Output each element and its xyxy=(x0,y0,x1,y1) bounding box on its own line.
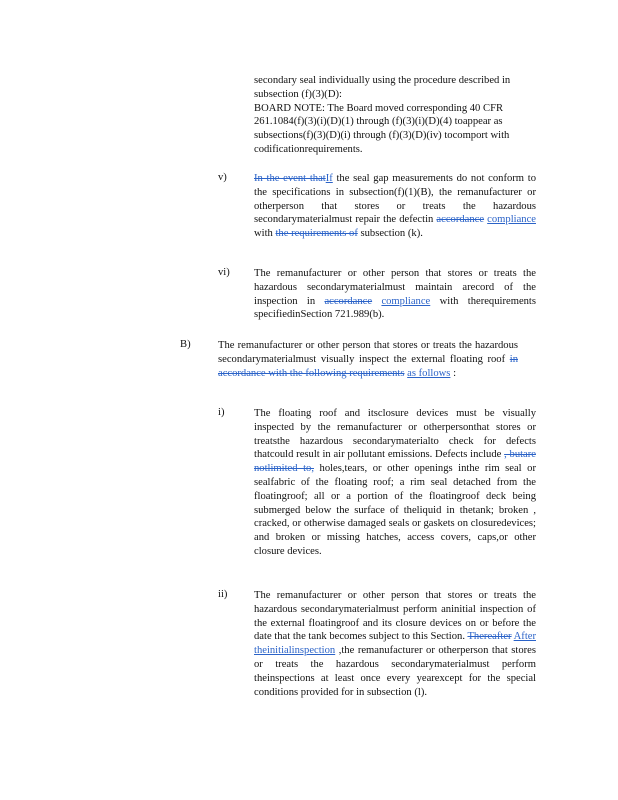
body-text: with therequirements specifiedinSection 721.989(b). xyxy=(254,295,537,321)
body-text: the seal gap measurements do not conform to the specifications in subsection(f)(1)(B), the remanufacturer or otherperson that stores or treats the hazardous secondarymaterialmust repair the defectin xyxy=(254,173,536,226)
item-vi-label: vi) xyxy=(218,267,230,278)
body-text: The remanufacturer or other person that stores or treats the hazardous secondarymaterialmust perform aninitial inspection of the external floatingroof and its closure devices on or before the date that the tank becomes subject to this Section. xyxy=(254,590,536,643)
inserted-text: After theinitialinspection xyxy=(254,631,536,657)
deleted-text: in accordance with the following requirements xyxy=(218,353,518,379)
body-text: The floating roof and itsclosure devices must be visually inspected by the remanufacturer or otherpersonthat stores or treatsthe hazardous secondarymaterialto check for defects thatcould result in air pollutant emissions. Defects include xyxy=(254,408,536,461)
body-text: with xyxy=(254,228,276,240)
intro-paragraph xyxy=(254,74,536,157)
inserted-text: as follows xyxy=(407,367,451,379)
intro-text: secondary seal individually using the procedure described in subsection (f)(3)(D): xyxy=(254,75,511,100)
body-text: : xyxy=(450,367,457,379)
body-text: The remanufacturer or other person that stores or treats the hazardous secondarymaterialmust visually inspect the external floating roof xyxy=(218,340,518,365)
deleted-text: , butare notlimited to, xyxy=(254,449,536,475)
deleted-text: In the event that xyxy=(254,173,326,184)
item-B-label: B) xyxy=(180,339,191,350)
item-i-label: i) xyxy=(218,407,225,418)
body-text: holes,tears, or other openings inthe rim seal or sealfabric of the floating roof; a rim seal detached from the floatingroof; all or a portion of the floatingroof deck being submerged below the surface of theliquid in thetank; broken , cracked, or otherwise damaged seals or gaskets on closuredevices; and broken or missing hatches, access covers, caps,or other closure devices. xyxy=(254,463,536,557)
board-note: BOARD NOTE: The Board moved corresponding 40 CFR 261.1084(f)(3)(i)(D)(1) through (f)(3)(i)(D)(4) toappear as subsections(f)(3)(D)(i) through (f)(3)(D)(iv) tocomport with codificationrequirements. xyxy=(254,102,510,155)
inserted-text: compliance xyxy=(487,214,536,226)
body-text: The remanufacturer or other person that stores or treats the hazardous secondarymaterialmust maintain arecord of the inspection in xyxy=(254,268,536,307)
body-text: subsection (k). xyxy=(357,228,423,240)
item-v-paragraph xyxy=(254,172,536,241)
item-B-paragraph xyxy=(218,339,518,380)
inserted-text: If xyxy=(325,173,333,184)
item-v-label: v) xyxy=(218,172,227,183)
body-text: ,the remanufacturer or otherperson that stores or treats the hazardous secondarymaterialmust perform theinspections at least once every yearexcept for the special conditions provided for in subsection (l). xyxy=(254,645,536,698)
item-i-paragraph xyxy=(254,407,536,559)
inserted-text: compliance xyxy=(381,295,431,307)
deleted-text: Thereafter xyxy=(467,631,512,643)
deleted-text: accordance xyxy=(436,214,485,226)
deleted-text: the requirements of xyxy=(275,228,358,240)
deleted-text: accordance xyxy=(324,295,373,307)
item-vi-paragraph xyxy=(254,267,536,322)
item-ii-paragraph xyxy=(254,589,536,699)
item-ii-label: ii) xyxy=(218,589,228,600)
